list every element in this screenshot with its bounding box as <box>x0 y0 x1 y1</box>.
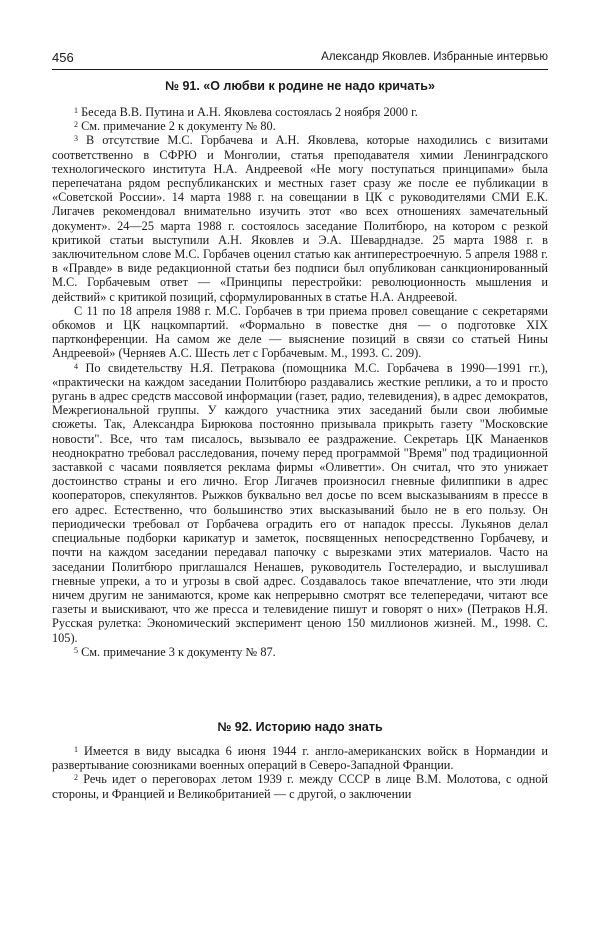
note-91-3-continued <box>52 304 548 361</box>
note-number: 5 <box>74 645 78 655</box>
doc-92-notes <box>52 744 548 801</box>
note-91-4 <box>52 361 548 645</box>
note-number: 1 <box>74 745 78 754</box>
note-text: Речь идет о переговорах летом 1939 г. между СССР в лице В.М. Молотова, с одной стороны, и Францией и Великобританией — с другой, о заключении <box>52 772 549 801</box>
note-text: Имеется в виду высадка 6 июня 1944 г. англо-американских войск в Нормандии и развертывание союзниками военных операций в Северо-Западной Франции. <box>52 744 548 773</box>
note-text: С 11 по 18 апреля 1988 г. М.С. Горбачев в три приема провел совещание с секретарями обкомов и ЦК нацкомпартий. «Формально в повестке дня — о подготовке XIX партконференции. На самом же деле — выяснение позиций в связи со статьей Нины Андреевой» (Черняев А.С. Шесть лет с Горбачевым. М., 1993. С. 209). <box>52 303 548 361</box>
note-number: 2 <box>74 773 78 783</box>
note-91-2 <box>52 119 548 133</box>
note-91-5 <box>52 645 548 659</box>
note-number: 4 <box>74 361 78 371</box>
note-text: Беседа В.В. Путина и А.Н. Яковлева состоялась 2 ноября 2000 г. <box>81 105 418 119</box>
header-rule <box>52 69 548 70</box>
note-91-3 <box>52 133 548 303</box>
doc-91-heading: № 91. «О любви к родине не надо кричать» <box>165 79 435 93</box>
note-number: 3 <box>74 134 78 144</box>
note-91-1 <box>52 105 548 119</box>
note-number: 1 <box>74 106 78 115</box>
note-92-1 <box>52 744 548 772</box>
note-text: См. примечание 3 к документу № 87. <box>81 644 276 659</box>
doc-91-notes <box>52 105 548 659</box>
note-text: См. примечание 2 к документу № 80. <box>81 119 276 134</box>
running-title: Александр Яковлев. Избранные интервью <box>321 51 548 63</box>
page-number: 456 <box>52 50 74 65</box>
note-text: По свидетельству Н.Я. Петракова (помощника М.С. Горбачева в 1990—1991 гг.), «практически на каждом заседании Политбюро раздавались жесткие реплики, а то и просто ругань в адрес средств массовой информации (газет, радио, телевидения), в адрес демократов, Межрегиональной группы. У каждого участника этих заседаний были свои любимые сюжеты. Так, Александра Бирюкова постоянно призывала прикрыть газету "Московские новости". Все, что там писалось, вызывало ее раздражение. Секретарь ЦК Манаенков неоднократно требовал расследования, почему перед программой "Время" под традиционной заставкой с часами появляется реклама фирмы «Оливетти». Он считал, что это унижает достоинство страны и его лично. Егор Лигачев произносил гневные филиппики в адрес кооператоров, спекулянтов. Рыжков буквально вел досье по всем высказываниям в прессе в его адрес. Естественно, что большинство этих высказываний было не в его пользу. Он периодически требовал от Горбачева оградить его от нападок прессы. Лукьянов делал специальные подборки карикатур и заметок, посвященных непосредственно Горбачеву, и почти на каждом заседании передавал папочку с вырезками этих материалов. Часто на заседании Политбюро приглашался Ненашев, руководитель Гостелерадио, и выслушивал гневные упреки, а то и угрозы в свой адрес. Создавалось такое впечатление, что эти люди ничем другим не занимаются, кроме как непрерывно смотрят все телепередачи, читают все газеты и выискивают, что же пресса и телевидение пишут и говорят о них» (Петраков Н.Я. Русская рулетка: Экономический эксперимент ценою 150 миллионов жизней. М., 1998. С. 105). <box>52 360 548 645</box>
note-number: 2 <box>74 120 78 130</box>
doc-92-heading: № 92. Историю надо знать <box>217 720 383 734</box>
note-92-2 <box>52 772 548 800</box>
note-text: В отсутствие М.С. Горбачева и А.Н. Яковлева, которые находились с визитами соответственно в СФРЮ и Монголии, статья преподавателя химии Ленинградского технологического института Н.А. Андреевой «Не могу поступаться принципами» была перепечатана рядом республиканских и местных газет сразу же после ее публикации в «Советской России». 14 марта 1988 г. на совещании в ЦК с руководителями СМИ Е.К. Лигачев рекомендовал внимательно изучить этот «во всех отношениях замечательный документ». 24—25 марта 1988 г. состоялось заседание Политбюро, на котором с резкой критикой статьи выступили А.Н. Яковлев и Э.А. Шеварднадзе. 25 марта 1988 г. в заключительном слове М.С. Горбачев оценил статью как антиперестроечную. 5 апреля 1988 г. в «Правде» в виде редакционной статьи без подписи был опубликован санкционированный М.С. Горбачевым ответ — «Принципы перестройки: революционность мышления и действий» с критикой позиций, сформулированных в статье Н.А. Андреевой. <box>52 133 548 304</box>
running-head <box>52 50 548 70</box>
